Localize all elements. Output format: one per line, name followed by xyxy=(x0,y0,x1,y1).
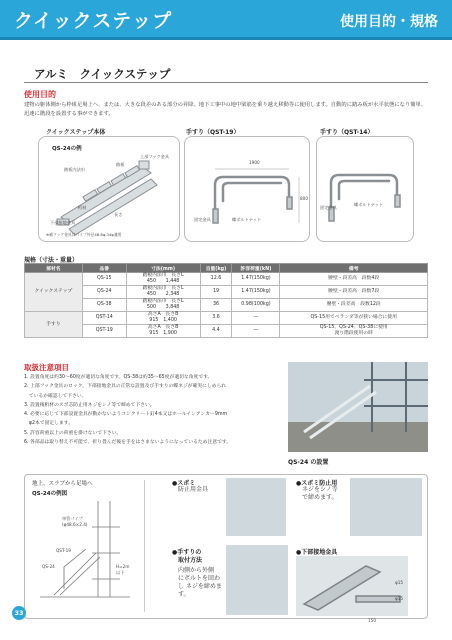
cell-dims-head: 高さA 長さB xyxy=(147,325,179,331)
cell-note: 腰壁・段差高 段数7段 xyxy=(280,286,428,299)
detail-bottom-dim1: φ15 xyxy=(395,580,404,585)
table-row xyxy=(25,325,428,338)
cell-weight: 12.6 xyxy=(200,273,232,286)
detail-photo-bottom-fitting xyxy=(296,556,408,616)
detail-bottom-dim2: φ15 xyxy=(395,596,404,601)
list-item: φ2本で固定します。 xyxy=(24,421,74,427)
cell-weight: 19 xyxy=(200,286,232,299)
purpose-heading: 使用目的 xyxy=(24,90,56,99)
detail-rail-text3: し ネジを締めま xyxy=(178,583,222,590)
usage-label-height: H=2m xyxy=(116,564,130,569)
header-stripe xyxy=(0,37,452,40)
qst19-label-fix: 固定金具 xyxy=(194,217,211,222)
detail-rail-title2: 取付方法 xyxy=(178,557,203,564)
list-item: 6. 各部品は取り替え不可能で、折り畳んだ後を手をはさまないようになっているため注意です。 xyxy=(24,440,232,446)
table-row xyxy=(25,299,428,312)
category-handrail: 手すり xyxy=(25,312,83,338)
detail-spomi2-text2: で締めます。 xyxy=(302,494,338,501)
detail-spomi2-title: ●スポミ防止用 xyxy=(296,480,338,487)
header-subtitle: 使用目的・規格 xyxy=(340,14,438,30)
cell-dims-head: 踏板内法巾 長さL xyxy=(142,286,184,292)
col-header-weight: 自重(kg) xyxy=(200,264,232,273)
cell-dims-head: 踏板内法巾 長さL xyxy=(142,299,184,305)
col-header-load: 許容荷重(kN) xyxy=(232,264,280,273)
detail-spomi2-text1: ネジをシノ等 xyxy=(302,486,338,493)
list-item: 4. 必要に応じて下部設置金具が動かないようコンクリート釘4本又はホールインアンカー9mm xyxy=(24,412,228,418)
label-bottom-hook: 下部接地金具 xyxy=(50,220,76,225)
table-row xyxy=(25,273,428,286)
cell-load: 0.98(100kg) xyxy=(232,299,280,312)
detail-spomi-title: ●スポミ xyxy=(172,480,196,487)
cell-dims xyxy=(126,325,200,338)
usage-label-pipe: 単管パイプ xyxy=(62,516,83,521)
category-quick-step: クイックステップ xyxy=(25,273,83,312)
cell-note: 腰壁・段差高 段数4段 xyxy=(280,273,428,286)
cell-dims-head: 高さA 長さB xyxy=(147,312,179,318)
detail-photo-spomi-screw xyxy=(350,478,422,536)
cell-dims-head: 踏板内法巾 長さL xyxy=(142,273,184,279)
cell-note-line: 渡り階段使用の時 xyxy=(334,331,373,336)
table-row xyxy=(25,286,428,299)
main-example-label: QS-24の例 xyxy=(52,146,82,152)
usage-title: 地上、スラブから足場へ xyxy=(32,481,93,487)
list-item: 1. 設置角度は約30～60度が適切な角度です。QS-38は約35～65度が適切な角度です。 xyxy=(24,375,213,380)
list-item: 5. 許容荷重以上の荷重を掛けないで下さい。 xyxy=(24,430,122,436)
usage-label-qs: QS-24 xyxy=(42,564,55,569)
cell-load: ― xyxy=(232,312,280,325)
detail-rail-text4: す。 xyxy=(178,591,190,598)
cell-note-line: QS-15、QS-24、QS-38に使用 xyxy=(319,325,388,331)
label-tread-bracket: 踏板内法巾 xyxy=(64,167,85,172)
cell-dims-value: 450 1,448 xyxy=(146,279,180,284)
usage-label-qst: QST-19 xyxy=(56,548,71,553)
cell-dims-value: 450 2,348 xyxy=(146,292,180,297)
notes-heading: 取扱注意項目 xyxy=(24,363,69,372)
cell-weight: 4.4 xyxy=(200,325,232,338)
cell-load: 1.47(150kg) xyxy=(232,286,280,299)
qst19-panel xyxy=(184,136,310,242)
detail-spomi-text: 防止用金具 xyxy=(178,486,209,493)
table-row xyxy=(25,312,428,325)
page-number: 33 xyxy=(12,606,26,620)
col-header-dims: 寸法(mm) xyxy=(126,264,200,273)
label-top-hook: 上部フック金具 xyxy=(140,154,170,159)
main-figure-caption: クイックステップ本体 xyxy=(46,129,106,136)
label-stringer: 桁材 xyxy=(78,205,87,210)
list-item: ているか確認して下さい。 xyxy=(24,393,87,399)
cell-note-line: QS-15用でベランダ等が狭い場合に使用 xyxy=(310,315,397,321)
product-title: アルミ クイックステップ xyxy=(34,67,171,81)
cell-code: QST-19 xyxy=(82,325,126,338)
detail-photo-spomi xyxy=(226,478,286,536)
usage-example: QS-24の例図 xyxy=(32,491,68,497)
install-photo-caption: QS-24 の設置 xyxy=(288,459,329,466)
install-photo-drawing xyxy=(288,362,428,452)
cell-dims xyxy=(126,286,200,299)
bottom-fitting-drawing xyxy=(296,556,408,616)
label-length: 長さ xyxy=(114,212,123,217)
header-title: クイックステップ xyxy=(14,10,173,32)
cell-note: 腰壁・段差高 段数12段 xyxy=(280,299,428,312)
notes-list xyxy=(24,373,288,447)
spec-heading: 規格（寸法・重量） xyxy=(24,257,79,264)
col-header-code: 品番 xyxy=(82,264,126,273)
usage-divider xyxy=(144,480,145,612)
qst14-label-bolt: 蝶ボルトナット xyxy=(354,202,384,207)
detail-photo-rail-attach xyxy=(226,545,288,615)
cell-dims-value: 915 1,900 xyxy=(149,331,177,336)
spec-table xyxy=(24,263,428,338)
col-header-note: 備考 xyxy=(280,264,428,273)
qst19-dim-height: 800 xyxy=(300,196,308,201)
cell-note xyxy=(280,325,428,338)
cell-load: ― xyxy=(232,325,280,338)
cell-code: QST-14 xyxy=(82,312,126,325)
main-figure-note: ※補フック金具はパイプ外径48.6φ,34φ兼用 xyxy=(46,232,122,237)
cell-load: 1.47(150kg) xyxy=(232,273,280,286)
qst14-caption: 手すり（QST-14） xyxy=(320,129,374,136)
cell-code: QS-15 xyxy=(82,273,126,286)
cell-dims xyxy=(126,299,200,312)
cell-dims xyxy=(126,273,200,286)
cell-code: QS-24 xyxy=(82,286,126,299)
quick-step-drawing xyxy=(39,137,181,243)
detail-rail-text1: 内側から外側 xyxy=(178,567,215,574)
title-rule xyxy=(24,82,428,83)
detail-bottom-dim3: 150 xyxy=(368,618,376,623)
usage-label-height2: 以下 xyxy=(116,570,125,575)
cell-weight: 36 xyxy=(200,299,232,312)
cell-dims xyxy=(126,312,200,325)
qst19-drawing xyxy=(185,137,311,243)
qst14-drawing xyxy=(317,137,415,243)
detail-rail-title: ●手すりの xyxy=(172,549,202,556)
cell-weight: 3.6 xyxy=(200,312,232,325)
install-photo xyxy=(288,362,428,452)
page-header xyxy=(0,0,452,40)
purpose-text: 建物の躯体側から枠組足場上へ、または、大きな段差のある部分の昇降、地下工事中の地中梁筋を乗り越え移動等に使用します。自動的に踏み板が水平状態になり簡単、迅速に階段を設置する事ができます。 xyxy=(24,102,427,117)
qst14-label-fix: 固定金具 xyxy=(320,205,337,210)
qst19-dim-width: 1900 xyxy=(249,160,260,165)
spec-header-row xyxy=(25,264,428,273)
label-tread: 踏板 xyxy=(116,162,125,167)
detail-rail-text2: にボルトを回わ xyxy=(178,575,221,582)
detail-bottom-title: ●下部接地金具 xyxy=(296,549,338,556)
qst19-caption: 手すり（QST-19） xyxy=(186,129,240,136)
cell-dims-value: 500 3,848 xyxy=(146,305,180,310)
usage-label-pipe-dim: (φ48.6×2.4) xyxy=(62,522,88,527)
cell-code: QS-38 xyxy=(82,299,126,312)
usage-diagram xyxy=(30,497,140,615)
qst19-label-bolt: 蝶ボルトナット xyxy=(232,217,262,222)
cell-dims-value: 915 1,400 xyxy=(149,318,177,323)
list-item: 3. 設置後桁材のスポ芯防止用ネジをシノ等で締めて下さい。 xyxy=(24,402,155,408)
qst14-panel xyxy=(316,136,414,242)
col-header-part: 部材名 xyxy=(25,264,83,273)
cell-note xyxy=(280,312,428,325)
list-item: 2. 上部フック金具のロック、下部接地金具の正常な設置及び手すりの蝶ネジが確実にしめられ xyxy=(24,384,227,390)
